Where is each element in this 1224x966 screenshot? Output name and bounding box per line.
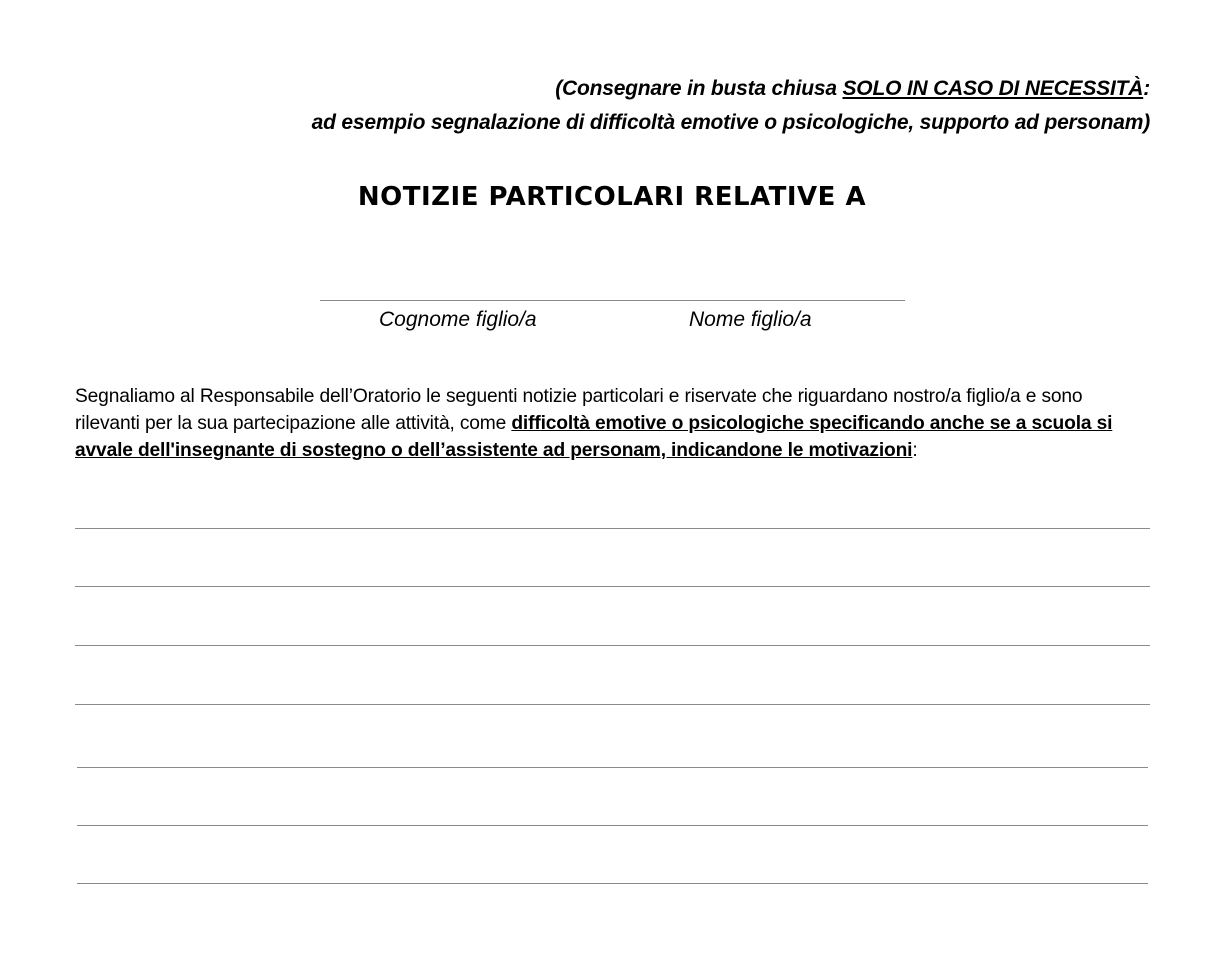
- writing-line[interactable]: [75, 704, 1150, 705]
- instructions-emphasis: difficoltà emotive o psicologiche specificando anche se a scuola si avvale dell'insegnante di sostegno o dell’assistente ad personam, indicandone le motivazioni: [75, 413, 1113, 461]
- writing-line[interactable]: [77, 883, 1148, 884]
- writing-line[interactable]: [75, 586, 1150, 587]
- writing-line[interactable]: [77, 767, 1148, 768]
- instructions-paragraph: Segnaliamo al Responsabile dell’Oratorio le seguenti notizie particolari e riservate che riguardano nostro/a figlio/a e sono rilevanti per la sua partecipazione alle attività, come difficoltà emotive o psicologiche specificando anche se a scuola si avvale dell'insegnante di sostegno o dell’assistente ad personam, indicandone le motivazioni:: [75, 386, 1113, 461]
- writing-line[interactable]: [75, 528, 1150, 529]
- surname-label: Cognome figlio/a: [379, 308, 537, 331]
- form-title: NOTIZIE PARTICOLARI RELATIVE A: [357, 182, 867, 212]
- firstname-label: Nome figlio/a: [689, 308, 812, 331]
- delivery-notice: [150, 72, 1150, 140]
- writing-line[interactable]: [77, 825, 1148, 826]
- notice-line-1: (Consegnare in busta chiusa SOLO IN CASO DI NECESSITÀ:: [555, 77, 1150, 100]
- notice-line-2: ad esempio segnalazione di difficoltà emotive o psicologiche, supporto ad personam): [311, 111, 1150, 134]
- writing-line[interactable]: [75, 645, 1150, 646]
- name-input-line[interactable]: [320, 300, 905, 301]
- necessity-emphasis: SOLO IN CASO DI NECESSITÀ: [842, 77, 1144, 100]
